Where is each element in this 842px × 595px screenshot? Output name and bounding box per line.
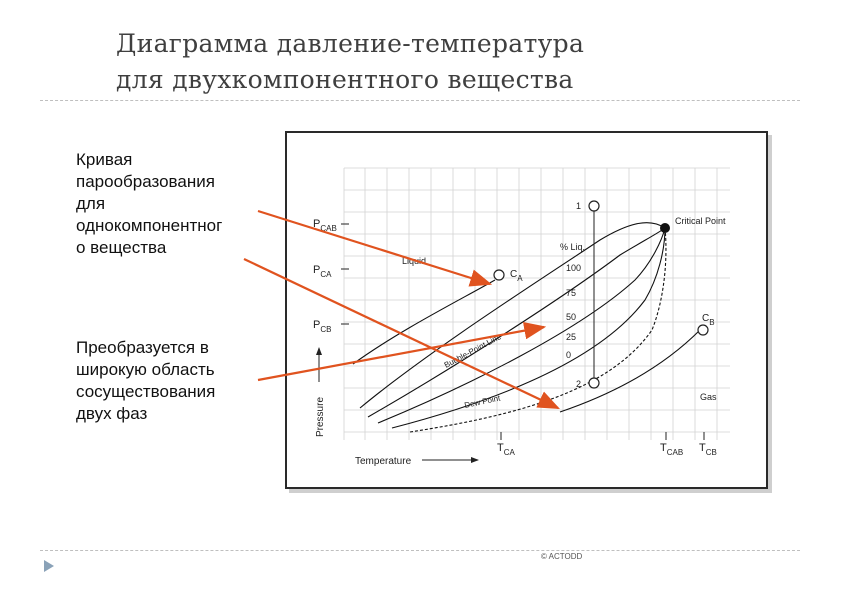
pct-25: 25 (566, 332, 577, 342)
point-2 (589, 378, 599, 388)
title-line-2: для двухкомпонентного вещества (116, 65, 574, 94)
phase-envelope-curves (353, 223, 700, 432)
pct-0: 0 (566, 350, 572, 360)
critical-point-label: Critical Point (675, 216, 726, 226)
dew-point-label: Dew Point (463, 393, 502, 410)
liquid-label: Liquid (402, 256, 427, 266)
cb-label: $C_B$ (702, 313, 715, 327)
pct-100: 100 (566, 263, 582, 273)
copyright-text: © ACTODD (541, 552, 583, 561)
p-label-cb: $P_{CB}$ (313, 319, 332, 334)
title-line-1: Диаграмма давление-температура (116, 29, 585, 58)
bubble-point-line (360, 223, 665, 408)
t-label-ca: $T_{CA}$ (497, 442, 515, 457)
t-label-cb: $T_{CB}$ (699, 442, 717, 457)
pct-50: 50 (566, 312, 577, 322)
ca-marker (494, 270, 504, 280)
note-vaporization-curve: Кривая парообразования для однокомпонентног о вещества (76, 150, 223, 257)
dew-point-line (410, 228, 666, 432)
arrow-to-two-phase (258, 327, 544, 380)
x-axis-label: Temperature (355, 456, 412, 467)
quality-curve-25 (392, 228, 665, 428)
p-label-cab: $P_{CAB}$ (313, 218, 337, 233)
point-1 (589, 201, 599, 211)
gas-label: Gas (700, 392, 717, 402)
note-two-phase-region: Преобразуется в широкую область сосуществования двух фаз (76, 338, 216, 423)
arrow-to-ca (258, 211, 490, 284)
vapor-pressure-curve-b (560, 330, 700, 412)
t-label-cab: $T_{CAB}$ (660, 442, 684, 457)
pct-75: 75 (566, 288, 577, 298)
annotation-arrows (244, 211, 558, 408)
critical-point-marker (660, 223, 670, 233)
point-1-label: 1 (576, 201, 582, 211)
p-label-ca: $P_{CA}$ (313, 264, 332, 279)
bullet-arrow-icon (42, 559, 56, 573)
point-2-label: 2 (576, 379, 582, 389)
pct-liq-label: % Liq. (560, 242, 586, 252)
ca-label: $C_A$ (510, 269, 523, 283)
y-axis-label: Pressure (315, 396, 326, 437)
cb-marker (698, 325, 708, 335)
bubble-point-label: Bubble-Point Line (442, 332, 503, 370)
